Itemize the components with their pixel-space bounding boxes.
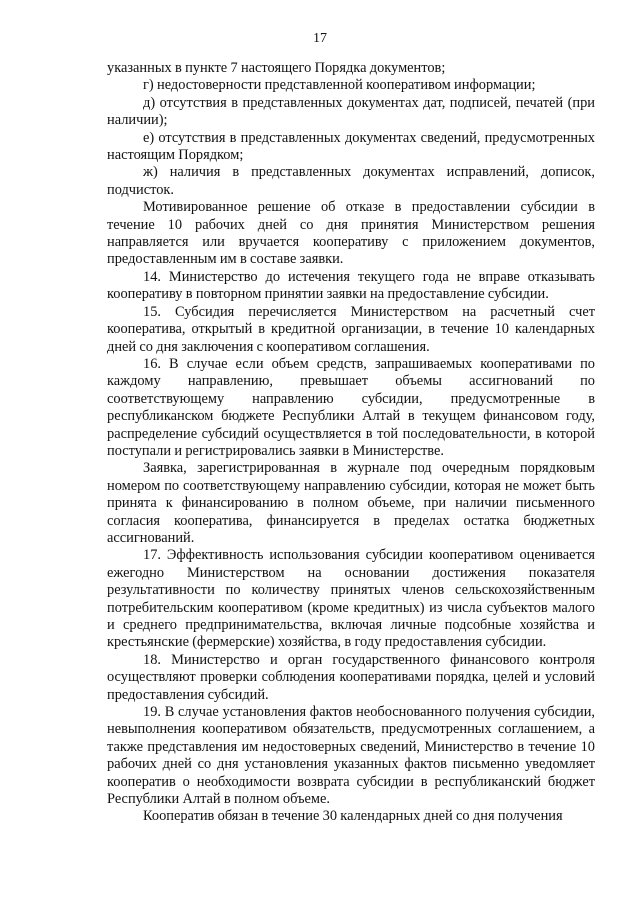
list-item-zh: ж) наличия в представленных документах исправлений, дописок, подчисток. [107,164,595,198]
clause-14: 14. Министерство до истечения текущего года не вправе отказывать кооперативу в повторном принятии заявки на предоставление субсидии. [107,268,595,303]
list-item-g: г) недостоверности представленной кооперативом информации; [143,77,536,94]
clause-18: 18. Министерство и орган государственного финансового контроля осуществляют проверки соблюдения кооперативами порядка, целей и условий предоставления субсидий. [107,651,595,703]
document-body [107,60,595,826]
list-item-e: е) отсутствия в представленных документах сведений, предусмотренных настоящим Порядком; [107,129,595,164]
paragraph-cooperative-obligation: Кооператив обязан в течение 30 календарных дней со дня получения [143,808,563,825]
paragraph-refusal-decision: Мотивированное решение об отказе в предоставлении субсидии в течение 10 рабочих дней со дня принятия Министерством решения направляется или вручается кооперативу с приложением документов, предоставленным им в составе заявки. [107,199,595,268]
page-number: 17 [313,31,327,46]
paragraph-registered-application: Заявка, зарегистрированная в журнале под очередным порядковым номером по соответствующему направлению субсидии, которая не может быть принята к финансированию в полном объеме, при наличии письменного согласия кооператива, финансируется в пределах остатка бюджетных ассигнований. [107,460,595,546]
clause-19: 19. В случае установления фактов необоснованного получения субсидии, невыполнения кооперативом обязательств, предусмотренных соглашением, а также представления им недостоверных сведений, Министерство в течение 10 рабочих дней со дня установления указанных фактов письменно уведомляет кооператив о необходимости возврата субсидии в республиканский бюджет Республики Алтай в полном объеме. [107,704,595,808]
list-item-d: д) отсутствия в представленных документах дат, подписей, печатей (при наличии); [107,94,595,129]
clause-17: 17. Эффективность использования субсидии кооперативом оценивается ежегодно Министерством на основании достижения показателя результативности по количеству принятых членов сельскохозяйственным потребительским кооперативом (кроме кредитных) из числа субъектов малого и среднего предпринимательства, включая личные подсобные хозяйства и крестьянские (фермерские) хозяйства, в году предоставления субсидии. [107,547,595,651]
clause-15: 15. Субсидия перечисляется Министерством на расчетный счет кооператива, открытый в кредитной организации, в течение 10 календарных дней со дня заключения с кооперативом соглашения. [107,303,595,355]
clause-16: 16. В случае если объем средств, запрашиваемых кооперативами по каждому направлению, превышает объемы ассигнований по соответствующему направлению субсидии, предусмотренные в республиканском бюджете Республики Алтай в текущем финансовом году, распределение субсидий осуществляется в той последовательности, в которой поступали и регистрировались заявки в Министерстве. [107,355,595,459]
paragraph-continuation: указанных в пункте 7 настоящего Порядка документов; [107,60,446,76]
